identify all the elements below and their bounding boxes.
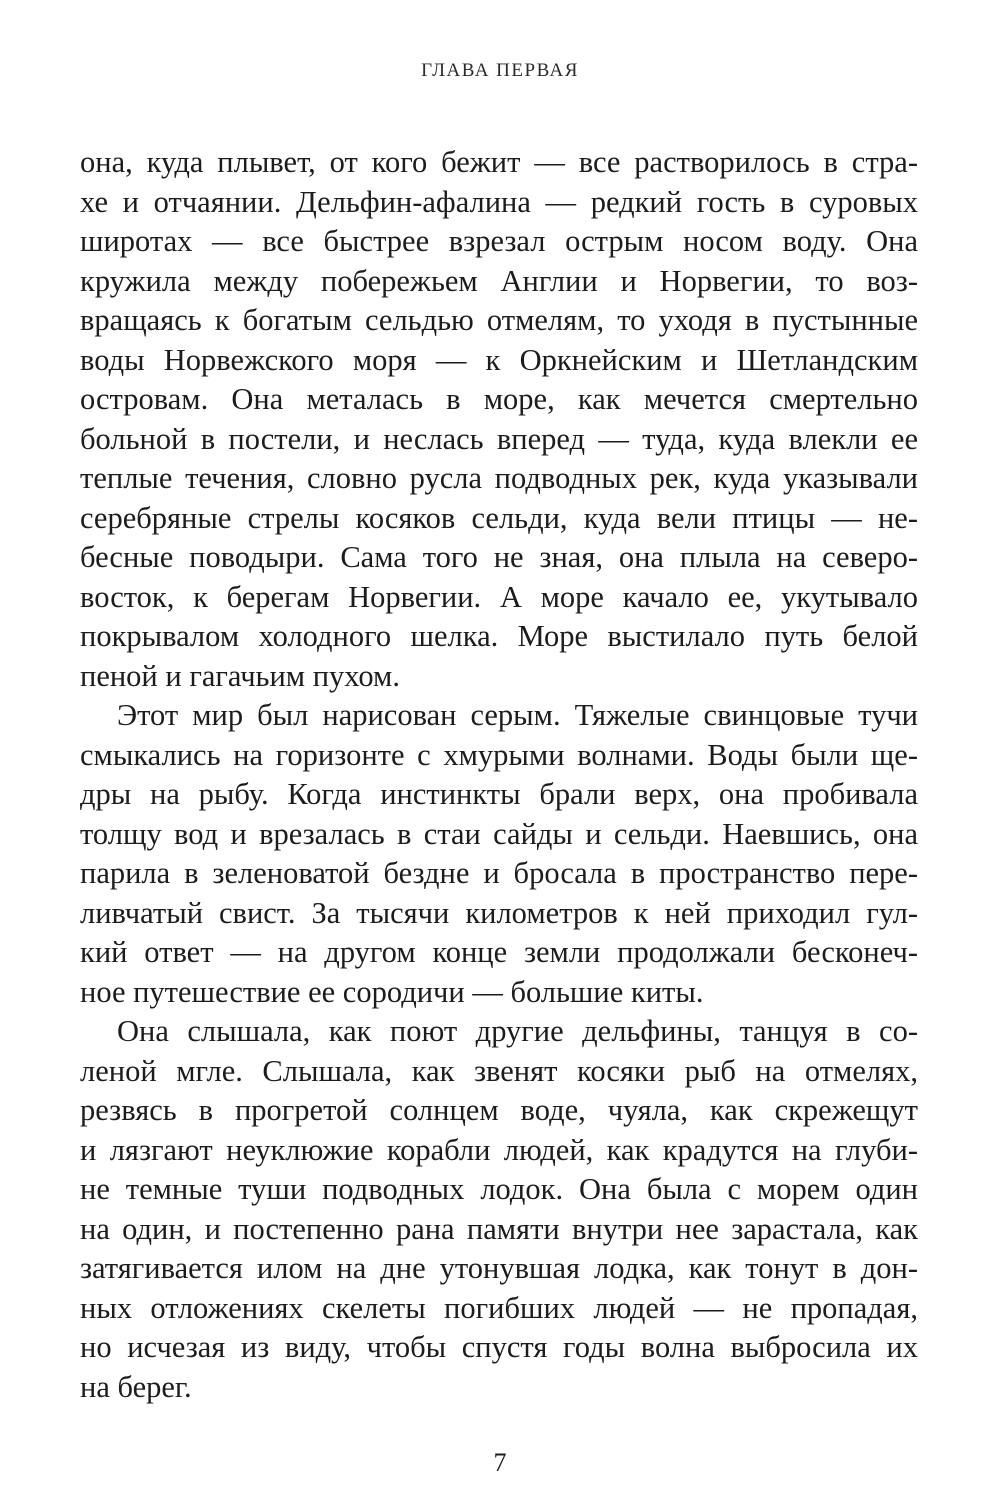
text-line: ное путешествие ее сородичи — большие киты.	[80, 974, 704, 1009]
running-head: ГЛАВА ПЕРВАЯ	[421, 60, 579, 81]
text-line: покрывалом холодного шелка. Море выстилало путь белой	[80, 619, 918, 653]
text-line: толщу вод и врезалась в стаи сайды и сельди. Наевшись, она	[80, 816, 918, 851]
text-line: хе и отчаянии. Дельфин-афалина — редкий гость в суровых	[80, 184, 918, 219]
text-line: кий ответ — на другом конце земли продолжали бесконеч-	[80, 935, 918, 969]
text-line: серебряные стрелы косяков сельди, куда вели птицы — не-	[80, 500, 918, 535]
text-line: Она слышала, как поют другие дельфины, танцуя в со-	[117, 1014, 918, 1048]
text-line: леной мгле. Слышала, как звенят косяки рыб на отмелях,	[80, 1053, 918, 1088]
text-line: смыкались на горизонте с хмурыми волнами. Воды были ще-	[80, 737, 918, 772]
text-line: Этот мир был нарисован серым. Тяжелые свинцовые тучи	[117, 698, 918, 732]
text-line: парила в зеленоватой бездне и бросала в пространство пере-	[80, 856, 918, 890]
body-text	[80, 143, 918, 1407]
text-line: на один, и постепенно рана памяти внутри нее зарастала, как	[80, 1211, 918, 1246]
text-line: но исчезая из виду, чтобы спустя годы волна выбросила их	[80, 1330, 918, 1364]
text-line: кружила между побережьем Англии и Норвегии, то воз-	[80, 263, 918, 298]
text-line: вращаясь к богатым сельдью отмелям, то уходя в пустынные	[80, 303, 918, 337]
paragraph-3	[80, 1012, 918, 1407]
text-line: и лязгают неуклюжие корабли людей, как крадутся на глуби-	[80, 1132, 918, 1167]
paragraph-1	[80, 143, 918, 696]
text-line: ных отложениях скелеты погибших людей — не пропадая,	[80, 1290, 918, 1325]
page-number: 7	[493, 1448, 507, 1477]
text-line: она, куда плывет, от кого бежит — все растворилось в стра-	[80, 145, 918, 179]
text-line: теплые течения, словно русла подводных рек, куда указывали	[80, 461, 918, 495]
text-line: восток, к берегам Норвегии. А море качало ее, укутывало	[80, 579, 918, 614]
text-line: не темные туши подводных лодок. Она была с морем один	[80, 1172, 918, 1206]
text-line: дры на рыбу. Когда инстинкты брали верх, она пробивала	[80, 777, 918, 811]
text-line: широтах — все быстрее взрезал острым носом воду. Она	[80, 224, 918, 258]
text-line: резвясь в прогретой солнцем воде, чуяла, как скрежещут	[80, 1093, 918, 1127]
text-line: бесные поводыри. Сама того не зная, она плыла на северо-	[80, 540, 918, 574]
text-line: пеной и гагачьим пухом.	[80, 658, 400, 693]
text-line: затягивается илом на дне утонувшая лодка, как тонут в дон-	[80, 1251, 918, 1285]
paragraph-2	[80, 696, 918, 1012]
text-line: ливчатый свист. За тысячи километров к ней приходил гул-	[80, 895, 918, 930]
text-line: островам. Она металась в море, как мечется смертельно	[80, 382, 918, 416]
text-line: воды Норвежского моря — к Оркнейским и Шетландским	[80, 342, 918, 377]
text-line: на берег.	[80, 1369, 192, 1404]
text-line: больной в постели, и неслась вперед — туда, куда влекли ее	[80, 421, 918, 456]
